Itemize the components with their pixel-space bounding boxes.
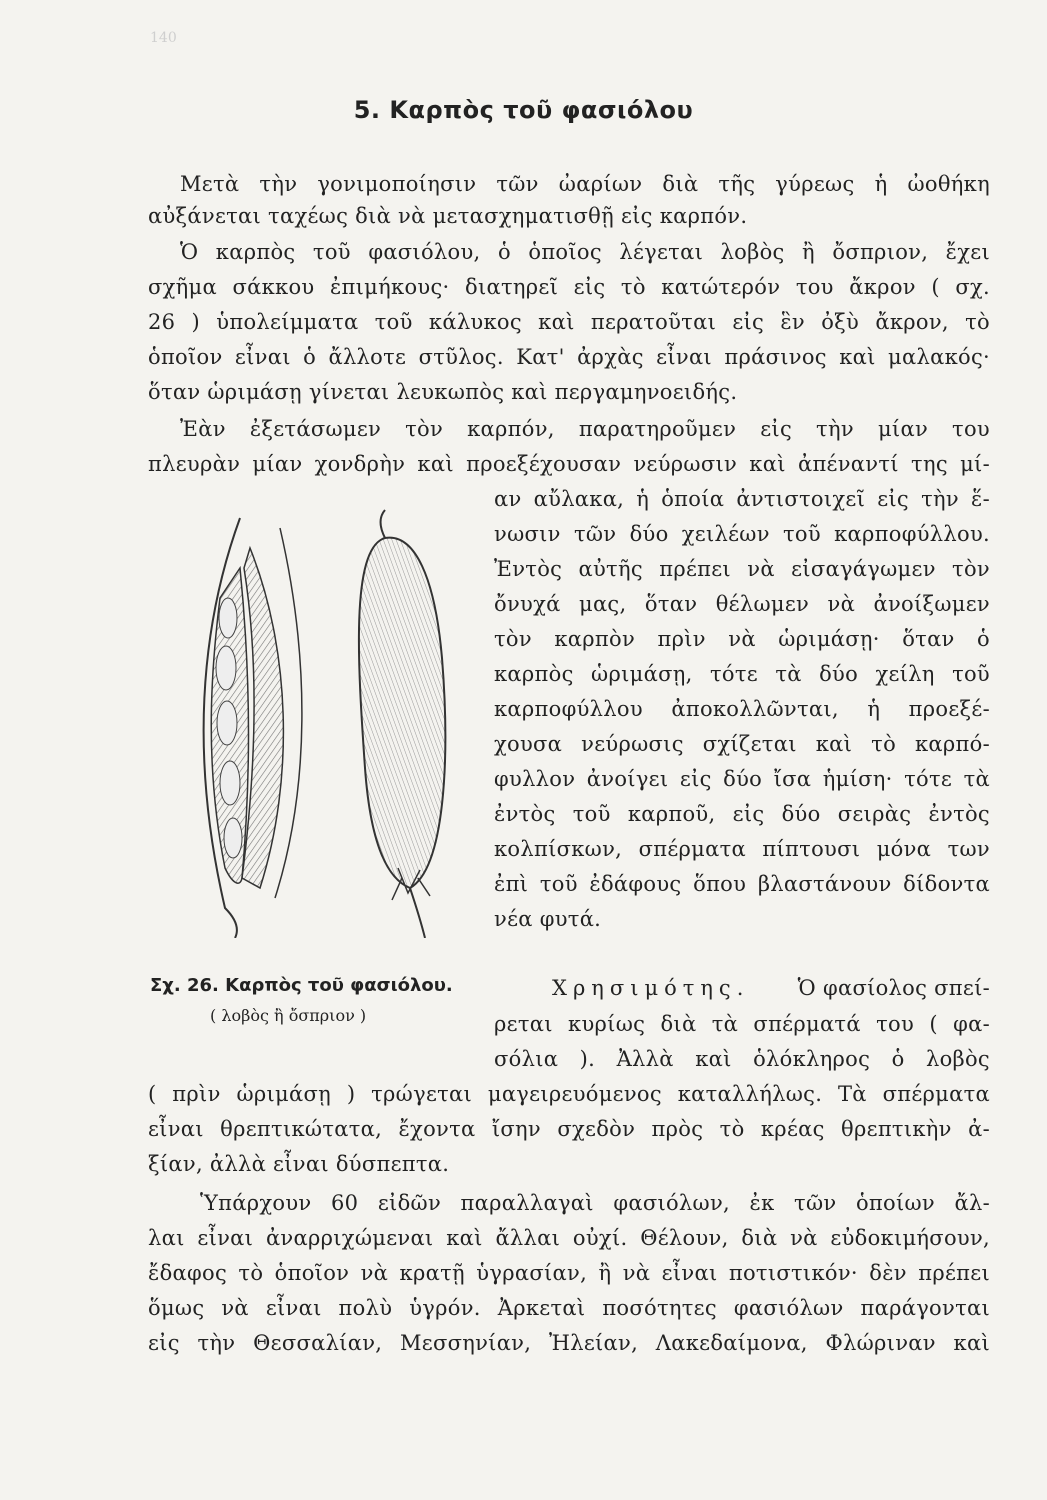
text-line: ἔδαφος τὸ ὁποῖον νὰ κρατῇ ὑγρασίαν, ἢ νὰ εἶναι ποτιστικόν· δὲν πρέπει [148,1261,990,1285]
text-line: φυλλον ἀνοίγει εἰς δύο ἴσα ἡμίση· τότε τὰ [494,767,990,791]
text-line: Ὁ καρπὸς τοῦ φασιόλου, ὁ ὁποῖος λέγεται λοβὸς ἢ ὄσπριον, ἔχει [180,240,990,264]
text-line: λαι εἶναι ἀναρριχώμεναι καὶ ἄλλαι οὐχί. Θέλουν, διὰ νὰ εὐδοκιμήσουν, [148,1226,990,1250]
figure-caption-sub: ( λοβὸς ἢ ὄσπριον ) [210,1006,367,1025]
text-line: καρπὸς ὡριμάσῃ, τότε τὰ δύο χείλη τοῦ [494,662,990,686]
text-line: αν αὔλακα, ἡ ὁποία ἀντιστοιχεῖ εἰς τὴν ἕ- [494,487,990,511]
text-line: σχῆμα σάκκου ἐπιμήκους· διατηρεῖ εἰς τὸ κατώτερόν του ἄκρον ( σχ. [148,275,990,299]
text-line: ὄνυχά μας, ὅταν θέλωμεν νὰ ἀνοίξωμεν [494,592,990,616]
bean-pod-illustration [180,508,470,938]
text-segment: Ὁ φασίολος σπεί- [797,976,990,1000]
text-line: ὅταν ὡριμάσῃ γίνεται λευκωπὸς καὶ περγαμηνοειδής. [148,380,738,404]
text-line: εἶναι θρεπτικώτατα, ἔχοντα ἴσην σχεδὸν πρὸς τὸ κρέας θρεπτικὴν ἀ- [148,1117,990,1141]
text-line: σόλια ). Ἀλλὰ καὶ ὁλόκληρος ὁ λοβὸς [494,1047,990,1071]
usefulness-title: Χρησιμότης. [552,976,750,1000]
text-line: εἰς τὴν Θεσσαλίαν, Μεσσηνίαν, Ἠλείαν, Λακεδαίμονα, Φλώριναν καὶ [148,1331,990,1355]
text-line: Ἐὰν ἐξετάσωμεν τὸν καρπόν, παρατηροῦμεν εἰς τὴν μίαν του [180,417,990,441]
text-line: ( πρὶν ὡριμάσῃ ) τρώγεται μαγειρευόμενος καταλλήλως. Τὰ σπέρματα [148,1082,990,1106]
text-line: κολπίσκων, σπέρματα πίπτουσι μόνα των [494,837,990,861]
page-number: 140 [150,30,177,46]
open-pod [204,518,302,938]
text-line: ὁποῖον εἶναι ὁ ἄλλοτε στῦλος. Κατ' ἀρχὰς εἶναι πράσινος καὶ μαλακός· [148,345,990,369]
text-line: νέα φυτά. [494,907,602,931]
section-heading: 5. Καρπὸς τοῦ φασιόλου [353,96,694,124]
figure-caption: Σχ. 26. Καρπὸς τοῦ φασιόλου. [150,975,453,996]
text-line: αὐξάνεται ταχέως διὰ νὰ μετασχηματισθῇ εἰς καρπόν. [148,204,748,228]
text-line: νωσιν τῶν δύο χειλέων τοῦ καρποφύλλου. [494,522,990,546]
text-line: ἐντὸς τοῦ καρποῦ, εἰς δύο σειρὰς ἐντὸς [494,802,990,826]
text-line: Μετὰ τὴν γονιμοποίησιν τῶν ὠαρίων διὰ τῆς γύρεως ἡ ὠοθήκη [180,172,990,196]
text-line [552,972,990,1004]
text-line: καρποφύλλου ἀποκολλῶνται, ἡ προεξέ- [494,697,990,721]
text-line: χουσα νεύρωσις σχίζεται καὶ τὸ καρπό- [494,732,990,756]
text-line: ρεται κυρίως διὰ τὰ σπέρματά του ( φα- [494,1012,990,1036]
text-line: ξίαν, ἀλλὰ εἶναι δύσπεπτα. [148,1152,450,1176]
closed-pod [359,510,445,938]
text-line: ἐπὶ τοῦ ἐδάφους ὅπου βλαστάνουν δίδοντα [494,872,990,896]
text-line: Ἐντὸς αὐτῆς πρέπει νὰ εἰσαγάγωμεν τὸν [494,557,990,581]
text-line: τὸν καρπὸν πρὶν νὰ ὡριμάσῃ· ὅταν ὁ [494,627,990,651]
text-line: Ὑπάρχουν 60 εἰδῶν παραλλαγαὶ φασιόλων, ἐκ τῶν ὁποίων ἄλ- [200,1191,990,1215]
text-line: πλευρὰν μίαν χονδρὴν καὶ προεξέχουσαν νεύρωσιν καὶ ἀπέναντί της μί- [148,452,990,476]
text-line: 26 ) ὑπολείμματα τοῦ κάλυκος καὶ περατοῦται εἰς ἓν ὀξὺ ἄκρον, τὸ [148,310,990,334]
text-line: ὅμως νὰ εἶναι πολὺ ὑγρόν. Ἀρκεταὶ ποσότητες φασιόλων παράγονται [148,1296,990,1320]
